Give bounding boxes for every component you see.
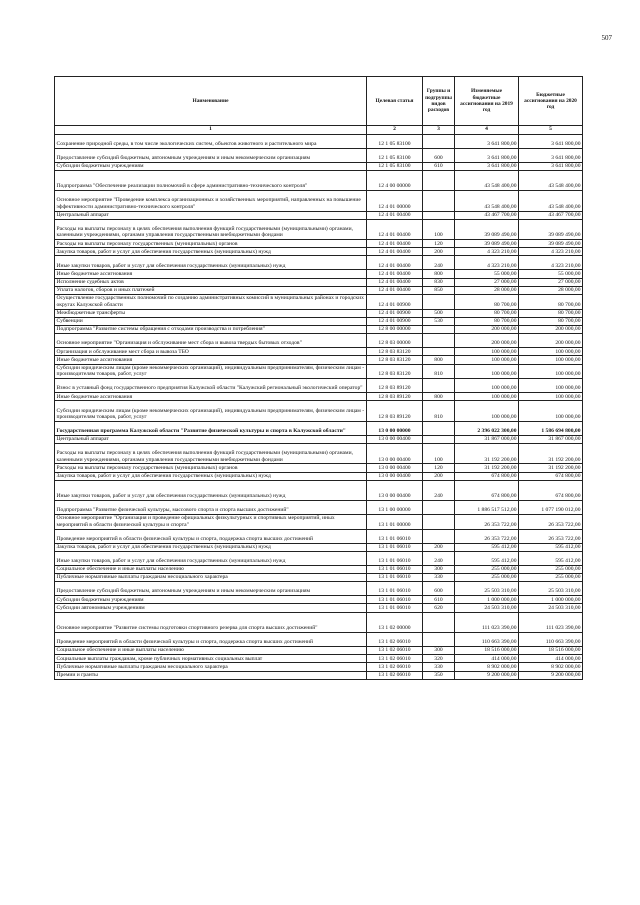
row-name: Осуществление государственных полномочий по созданию административных комиссий в муниципальных районах и городских округах Калужской области <box>55 295 367 310</box>
table-row <box>55 655 583 663</box>
row-name: Подпрограмма "Обеспечение реализации полномочий в сфере административно-технического контроля" <box>55 170 367 190</box>
row-target-code: 13 1 01 06010 <box>367 565 423 573</box>
row-target-code: 12 8 03 83120 <box>367 348 423 356</box>
column-number: 1 <box>55 125 367 134</box>
row-expense-group <box>423 379 455 393</box>
row-target-code: 12 4 01 00900 <box>367 309 423 317</box>
row-expense-group <box>423 134 455 148</box>
row-name: Иные бюджетные ассигнования <box>55 270 367 278</box>
row-amount-2020: 100 000,00 <box>519 364 583 379</box>
row-amount-2019: 100 000,00 <box>455 364 519 379</box>
row-name: Основное мероприятие "Организация и проведение официальных физкультурных и спортивных мероприятий, иных мероприятий в области физической культуры и спорта" <box>55 515 367 530</box>
row-target-code: 13 0 00 00000 <box>367 421 423 435</box>
row-expense-group <box>423 435 455 443</box>
table-row <box>55 317 583 325</box>
row-amount-2019: 110 663 390,00 <box>455 633 519 647</box>
row-target-code: 13 1 01 06010 <box>367 529 423 543</box>
table-row <box>55 334 583 348</box>
row-amount-2020: 100 000,00 <box>519 393 583 401</box>
table-row <box>55 529 583 543</box>
row-amount-2020: 43 548 400,00 <box>519 170 583 190</box>
row-amount-2020: 43 548 400,00 <box>519 191 583 211</box>
row-amount-2019: 80 700,00 <box>455 309 519 317</box>
row-name: Социальные выплаты гражданам, кроме публичных нормативных социальных выплат <box>55 655 367 663</box>
row-target-code: 12 8 03 00000 <box>367 334 423 348</box>
row-amount-2020: 25 503 310,00 <box>519 582 583 596</box>
row-target-code: 13 1 01 06010 <box>367 574 423 582</box>
row-amount-2019: 24 503 310,00 <box>455 604 519 612</box>
row-name: Субвенции <box>55 317 367 325</box>
row-name: Закупка товаров, работ и услуг для обеспечения государственных (муниципальных) нужд <box>55 543 367 551</box>
row-expense-group: 200 <box>423 248 455 256</box>
row-name: Предоставление субсидий бюджетным, автономным учреждениям и иным некоммерческим организациям <box>55 148 367 162</box>
row-target-code: 12 8 03 89120 <box>367 393 423 401</box>
row-name: Субсидии бюджетным учреждениям <box>55 162 367 170</box>
row-amount-2019: 80 700,00 <box>455 295 519 310</box>
row-expense-group: 320 <box>423 655 455 663</box>
row-name: Публичные нормативные выплаты гражданам несоциального характера <box>55 663 367 671</box>
table-row <box>55 240 583 248</box>
row-expense-group: 100 <box>423 443 455 463</box>
row-amount-2019: 31 867 000,00 <box>455 435 519 443</box>
row-name: Основное мероприятие "Организация и обслуживание мест сбора и вывоза твердых бытовых отходов" <box>55 334 367 348</box>
table-row <box>55 219 583 239</box>
row-amount-2019: 43 548 400,00 <box>455 170 519 190</box>
row-name: Расходы на выплаты персоналу государственных (муниципальных) органов <box>55 240 367 248</box>
row-expense-group <box>423 295 455 310</box>
row-name: Субсидии автономным учреждениям <box>55 604 367 612</box>
column-number: 2 <box>367 125 423 134</box>
column-number: 4 <box>455 125 519 134</box>
row-target-code: 12 4 01 00000 <box>367 191 423 211</box>
row-name: Иные закупки товаров, работ и услуг для обеспечения государственных (муниципальных) нужд <box>55 551 367 565</box>
row-expense-group <box>423 612 455 632</box>
row-name: Расходы на выплаты персоналу государственных (муниципальных) органов <box>55 464 367 472</box>
row-amount-2020: 27 000,00 <box>519 278 583 286</box>
row-amount-2020: 39 089 490,00 <box>519 219 583 239</box>
row-expense-group: 240 <box>423 480 455 500</box>
row-amount-2020: 100 000,00 <box>519 356 583 364</box>
row-amount-2019: 43 467 700,00 <box>455 211 519 219</box>
row-expense-group: 800 <box>423 393 455 401</box>
table-row <box>55 170 583 190</box>
table-row <box>55 348 583 356</box>
row-name: Центральный аппарат <box>55 435 367 443</box>
table-row <box>55 574 583 582</box>
row-name: Социальное обеспечение и иные выплаты населению <box>55 647 367 655</box>
row-expense-group <box>423 191 455 211</box>
row-amount-2019: 28 000,00 <box>455 286 519 294</box>
row-amount-2019: 100 000,00 <box>455 356 519 364</box>
table-row <box>55 148 583 162</box>
table-row <box>55 326 583 334</box>
row-target-code: 12 1 05 83100 <box>367 148 423 162</box>
row-amount-2019: 255 000,00 <box>455 574 519 582</box>
page-number: 507 <box>601 34 612 42</box>
row-amount-2019: 100 000,00 <box>455 379 519 393</box>
row-target-code: 13 1 02 00000 <box>367 612 423 632</box>
table-row <box>55 565 583 573</box>
header-code: Целевая статья <box>367 77 423 126</box>
table-row <box>55 364 583 379</box>
row-amount-2019: 595 412,00 <box>455 543 519 551</box>
row-amount-2020: 24 503 310,00 <box>519 604 583 612</box>
row-amount-2020: 39 089 490,00 <box>519 240 583 248</box>
row-name: Субсидии юридическим лицам (кроме некоммерческих организаций), индивидуальным предпринимателям, физическим лицам - производителям товаров, работ, услуг <box>55 401 367 421</box>
row-amount-2019: 25 503 310,00 <box>455 582 519 596</box>
row-expense-group <box>423 170 455 190</box>
row-expense-group: 810 <box>423 364 455 379</box>
row-target-code: 13 1 01 00000 <box>367 515 423 530</box>
row-amount-2020: 80 700,00 <box>519 309 583 317</box>
row-name: Сохранение природной среды, в том числе экологических систем, объектов животного и растительного мира <box>55 134 367 148</box>
row-expense-group <box>423 421 455 435</box>
row-amount-2020: 80 700,00 <box>519 317 583 325</box>
table-row <box>55 435 583 443</box>
row-expense-group: 120 <box>423 464 455 472</box>
table-row <box>55 501 583 515</box>
row-target-code: 13 1 02 06010 <box>367 663 423 671</box>
row-target-code: 12 4 01 00400 <box>367 240 423 248</box>
row-target-code: 13 1 01 06010 <box>367 596 423 604</box>
row-amount-2019: 43 548 400,00 <box>455 191 519 211</box>
row-expense-group: 120 <box>423 240 455 248</box>
row-target-code: 13 1 01 06010 <box>367 551 423 565</box>
row-name: Иные закупки товаров, работ и услуг для обеспечения государственных (муниципальных) нужд <box>55 256 367 270</box>
row-expense-group <box>423 515 455 530</box>
row-amount-2019: 2 396 022 300,00 <box>455 421 519 435</box>
column-number: 5 <box>519 125 583 134</box>
table-row <box>55 379 583 393</box>
row-name: Публичные нормативные выплаты гражданам несоциального характера <box>55 574 367 582</box>
row-target-code: 12 1 05 83100 <box>367 162 423 170</box>
row-amount-2020: 4 323 210,00 <box>519 248 583 256</box>
table-row <box>55 671 583 679</box>
row-amount-2019: 1 000 000,00 <box>455 596 519 604</box>
row-amount-2020: 255 000,00 <box>519 574 583 582</box>
row-expense-group <box>423 326 455 334</box>
row-amount-2020: 100 000,00 <box>519 379 583 393</box>
row-target-code: 13 0 00 00400 <box>367 472 423 480</box>
row-amount-2020: 3 641 800,00 <box>519 134 583 148</box>
table-header-row <box>55 77 583 126</box>
row-amount-2019: 100 000,00 <box>455 401 519 421</box>
row-amount-2020: 26 353 722,00 <box>519 529 583 543</box>
row-amount-2019: 8 902 000,00 <box>455 663 519 671</box>
row-expense-group: 800 <box>423 270 455 278</box>
row-expense-group: 610 <box>423 596 455 604</box>
row-target-code: 13 1 02 06010 <box>367 633 423 647</box>
row-target-code: 13 1 01 06010 <box>367 604 423 612</box>
row-name: Взнос в уставный фонд государственного предприятия Калужской области "Калужский региональный экологический оператор" <box>55 379 367 393</box>
table-body <box>55 134 583 679</box>
row-target-code: 12 4 01 00400 <box>367 278 423 286</box>
row-amount-2019: 4 323 210,00 <box>455 248 519 256</box>
table-row <box>55 256 583 270</box>
row-amount-2020: 43 467 700,00 <box>519 211 583 219</box>
row-expense-group: 620 <box>423 604 455 612</box>
row-target-code: 13 1 02 06010 <box>367 655 423 663</box>
row-expense-group: 600 <box>423 148 455 162</box>
row-amount-2020: 674 800,00 <box>519 480 583 500</box>
row-target-code: 13 1 01 06010 <box>367 543 423 551</box>
row-name: Субсидии бюджетным учреждениям <box>55 596 367 604</box>
row-amount-2019: 674 800,00 <box>455 480 519 500</box>
row-amount-2020: 100 000,00 <box>519 401 583 421</box>
row-amount-2019: 200 000,00 <box>455 334 519 348</box>
row-expense-group: 240 <box>423 256 455 270</box>
row-expense-group: 240 <box>423 551 455 565</box>
row-name: Закупка товаров, работ и услуг для обеспечения государственных (муниципальных) нужд <box>55 248 367 256</box>
row-target-code: 12 4 01 00400 <box>367 219 423 239</box>
row-target-code: 12 8 03 89120 <box>367 379 423 393</box>
row-amount-2019: 9 200 000,00 <box>455 671 519 679</box>
row-name: Предоставление субсидий бюджетным, автономным учреждениям и иным некоммерческим организациям <box>55 582 367 596</box>
row-target-code: 13 1 02 06010 <box>367 647 423 655</box>
row-amount-2020: 595 412,00 <box>519 543 583 551</box>
row-amount-2019: 3 641 800,00 <box>455 162 519 170</box>
row-target-code: 12 4 01 00400 <box>367 256 423 270</box>
row-amount-2020: 110 663 390,00 <box>519 633 583 647</box>
row-amount-2020: 9 200 000,00 <box>519 671 583 679</box>
row-expense-group <box>423 211 455 219</box>
row-amount-2019: 111 023 390,00 <box>455 612 519 632</box>
row-expense-group <box>423 501 455 515</box>
row-target-code: 12 4 01 00400 <box>367 270 423 278</box>
table-row <box>55 663 583 671</box>
row-expense-group: 200 <box>423 543 455 551</box>
row-name: Расходы на выплаты персоналу в целях обеспечения выполнения функций государственными (муниципальными) органами, казенными учреждениями, органами управления государственными внебюджетными фондами <box>55 219 367 239</box>
row-name: Государственная программа Калужской области "Развитие физической культуры и спорта в Калужской области" <box>55 421 367 435</box>
row-amount-2019: 674 800,00 <box>455 472 519 480</box>
row-amount-2019: 31 192 200,00 <box>455 464 519 472</box>
row-expense-group: 600 <box>423 582 455 596</box>
row-amount-2019: 414 000,00 <box>455 655 519 663</box>
row-amount-2020: 18 516 000,00 <box>519 647 583 655</box>
column-number: 3 <box>423 125 455 134</box>
row-expense-group <box>423 348 455 356</box>
row-amount-2019: 39 089 490,00 <box>455 219 519 239</box>
table-row <box>55 647 583 655</box>
row-expense-group: 810 <box>423 401 455 421</box>
header-group: Группы и подгруппы видов расходов <box>423 77 455 126</box>
table-row <box>55 443 583 463</box>
row-target-code: 12 8 03 89120 <box>367 401 423 421</box>
row-amount-2020: 1 586 694 800,00 <box>519 421 583 435</box>
row-target-code: 12 4 01 00900 <box>367 295 423 310</box>
row-amount-2020: 595 412,00 <box>519 551 583 565</box>
row-expense-group: 800 <box>423 356 455 364</box>
row-name: Подпрограмма "Развитие системы обращения с отходами производства и потребления" <box>55 326 367 334</box>
header-amount-2019: Изменяемые бюджетные ассигнования на 2019 год <box>455 77 519 126</box>
row-amount-2019: 100 000,00 <box>455 393 519 401</box>
table-row <box>55 480 583 500</box>
row-amount-2020: 100 000,00 <box>519 348 583 356</box>
row-amount-2020: 31 192 200,00 <box>519 443 583 463</box>
column-number-row <box>55 125 583 134</box>
row-name: Проведение мероприятий в области физической культуры и спорта, поддержка спорта высших достижений <box>55 529 367 543</box>
table-row <box>55 551 583 565</box>
row-amount-2020: 200 000,00 <box>519 326 583 334</box>
row-expense-group: 500 <box>423 309 455 317</box>
row-expense-group <box>423 529 455 543</box>
row-amount-2020: 55 000,00 <box>519 270 583 278</box>
table-row <box>55 278 583 286</box>
row-amount-2019: 39 089 490,00 <box>455 240 519 248</box>
row-name: Центральный аппарат <box>55 211 367 219</box>
row-amount-2019: 55 000,00 <box>455 270 519 278</box>
row-expense-group: 300 <box>423 647 455 655</box>
row-name: Организация и обслуживание мест сбора и вывоза ТБО <box>55 348 367 356</box>
row-name: Расходы на выплаты персоналу в целях обеспечения выполнения функций государственными (муниципальными) органами, казенными учреждениями, органами управления государственными внебюджетными фондами <box>55 443 367 463</box>
row-amount-2019: 4 323 210,00 <box>455 256 519 270</box>
row-target-code: 12 4 01 00400 <box>367 286 423 294</box>
row-target-code: 12 4 01 00400 <box>367 248 423 256</box>
row-name: Иные бюджетные ассигнования <box>55 393 367 401</box>
row-target-code: 13 0 00 00400 <box>367 435 423 443</box>
row-amount-2019: 3 641 800,00 <box>455 134 519 148</box>
row-expense-group: 830 <box>423 278 455 286</box>
row-name: Уплата налогов, сборов и иных платежей <box>55 286 367 294</box>
row-target-code: 13 1 00 00000 <box>367 501 423 515</box>
row-expense-group: 300 <box>423 565 455 573</box>
row-amount-2019: 18 516 000,00 <box>455 647 519 655</box>
row-expense-group: 200 <box>423 472 455 480</box>
row-expense-group: 100 <box>423 219 455 239</box>
row-amount-2019: 27 000,00 <box>455 278 519 286</box>
table-row <box>55 191 583 211</box>
table-row <box>55 248 583 256</box>
row-target-code: 12 8 03 83120 <box>367 356 423 364</box>
table-row <box>55 309 583 317</box>
row-amount-2020: 111 023 390,00 <box>519 612 583 632</box>
table-row <box>55 162 583 170</box>
row-target-code: 13 0 00 00400 <box>367 464 423 472</box>
row-name: Субсидии юридическим лицам (кроме некоммерческих организаций), индивидуальным предпринимателям, физическим лицам - производителям товаров, работ, услуг <box>55 364 367 379</box>
table-row <box>55 286 583 294</box>
row-name: Межбюджетные трансферты <box>55 309 367 317</box>
row-amount-2019: 26 353 722,00 <box>455 515 519 530</box>
row-expense-group <box>423 334 455 348</box>
row-amount-2020: 4 323 210,00 <box>519 256 583 270</box>
row-name: Премии и гранты <box>55 671 367 679</box>
row-target-code: 13 1 01 06010 <box>367 582 423 596</box>
table-row <box>55 604 583 612</box>
table-row <box>55 421 583 435</box>
table-row <box>55 393 583 401</box>
row-amount-2020: 414 000,00 <box>519 655 583 663</box>
row-amount-2020: 31 867 000,00 <box>519 435 583 443</box>
row-amount-2020: 3 641 800,00 <box>519 148 583 162</box>
row-amount-2020: 80 700,00 <box>519 295 583 310</box>
table-row <box>55 211 583 219</box>
table-row <box>55 270 583 278</box>
table-row <box>55 295 583 310</box>
table-row <box>55 633 583 647</box>
row-amount-2019: 595 412,00 <box>455 551 519 565</box>
row-target-code: 12 8 03 83120 <box>367 364 423 379</box>
table-row <box>55 612 583 632</box>
row-amount-2020: 28 000,00 <box>519 286 583 294</box>
budget-table <box>54 76 583 680</box>
row-name: Проведение мероприятий в области физической культуры и спорта, поддержка спорта высших достижений <box>55 633 367 647</box>
row-amount-2019: 80 700,00 <box>455 317 519 325</box>
header-name: Наименование <box>55 77 367 126</box>
table-row <box>55 464 583 472</box>
row-target-code: 13 1 02 06010 <box>367 671 423 679</box>
row-amount-2020: 255 000,00 <box>519 565 583 573</box>
row-amount-2019: 200 000,00 <box>455 326 519 334</box>
row-expense-group: 610 <box>423 162 455 170</box>
table-row <box>55 596 583 604</box>
row-amount-2020: 26 353 722,00 <box>519 515 583 530</box>
row-amount-2019: 100 000,00 <box>455 348 519 356</box>
row-target-code: 12 4 00 00000 <box>367 170 423 190</box>
row-amount-2020: 8 902 000,00 <box>519 663 583 671</box>
table-row <box>55 134 583 148</box>
row-name: Основное мероприятие "Развитие системы подготовки спортивного резерва для спорта высших достижений" <box>55 612 367 632</box>
row-name: Иные закупки товаров, работ и услуг для обеспечения государственных (муниципальных) нужд <box>55 480 367 500</box>
table-row <box>55 401 583 421</box>
row-expense-group: 530 <box>423 317 455 325</box>
row-amount-2020: 31 192 200,00 <box>519 464 583 472</box>
row-target-code: 13 0 00 00400 <box>367 480 423 500</box>
row-amount-2019: 31 192 200,00 <box>455 443 519 463</box>
table-row <box>55 472 583 480</box>
header-amount-2020: Бюджетные ассигнования на 2020 год <box>519 77 583 126</box>
row-target-code: 12 1 05 83100 <box>367 134 423 148</box>
table-row <box>55 515 583 530</box>
row-amount-2019: 3 641 800,00 <box>455 148 519 162</box>
row-amount-2019: 26 353 722,00 <box>455 529 519 543</box>
row-name: Иные бюджетные ассигнования <box>55 356 367 364</box>
row-amount-2020: 1 000 000,00 <box>519 596 583 604</box>
row-expense-group: 330 <box>423 663 455 671</box>
row-amount-2019: 255 000,00 <box>455 565 519 573</box>
row-name: Исполнение судебных актов <box>55 278 367 286</box>
row-amount-2020: 200 000,00 <box>519 334 583 348</box>
row-amount-2020: 1 077 190 012,00 <box>519 501 583 515</box>
row-name: Социальное обеспечение и иные выплаты населению <box>55 565 367 573</box>
row-amount-2019: 1 886 517 512,00 <box>455 501 519 515</box>
row-target-code: 13 0 00 00400 <box>367 443 423 463</box>
table-row <box>55 582 583 596</box>
row-target-code: 12 4 01 00400 <box>367 211 423 219</box>
row-expense-group: 330 <box>423 574 455 582</box>
row-amount-2020: 3 641 800,00 <box>519 162 583 170</box>
row-expense-group: 850 <box>423 286 455 294</box>
row-target-code: 12 8 00 00000 <box>367 326 423 334</box>
row-target-code: 12 4 01 00900 <box>367 317 423 325</box>
row-expense-group: 350 <box>423 671 455 679</box>
table-row <box>55 543 583 551</box>
row-name: Подпрограмма "Развитие физической культуры, массового спорта и спорта высших достижений" <box>55 501 367 515</box>
row-name: Основное мероприятие "Проведение комплекса организационных и хозяйственных мероприятий, направленных на повышение эффективности административно-технического контроля" <box>55 191 367 211</box>
row-name: Закупка товаров, работ и услуг для обеспечения государственных (муниципальных) нужд <box>55 472 367 480</box>
row-expense-group <box>423 633 455 647</box>
row-amount-2020: 674 800,00 <box>519 472 583 480</box>
table-row <box>55 356 583 364</box>
